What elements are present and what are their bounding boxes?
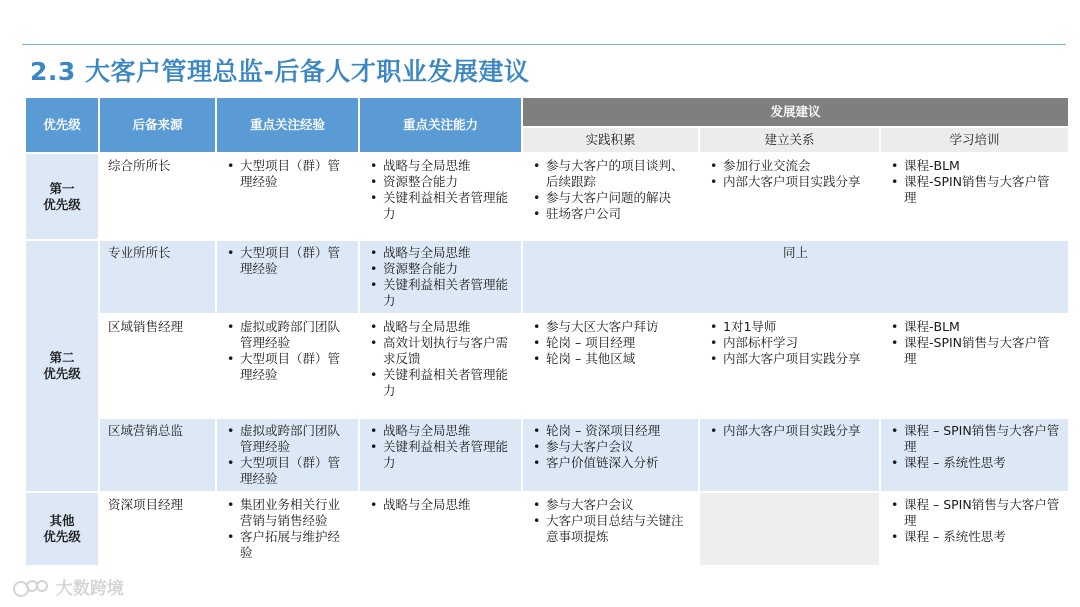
list-item: • 课程 – SPIN销售与大客户管理 xyxy=(904,497,1060,529)
bullet-list xyxy=(225,158,350,190)
priority-cell xyxy=(26,154,98,239)
header-practice: 实践积累 xyxy=(523,128,698,152)
header-relations: 建立关系 xyxy=(700,128,879,152)
list-item: • 高效计划执行与客户需求反馈 xyxy=(383,335,513,367)
list-item: • 1对1导师 xyxy=(723,319,871,335)
same-as-above-cell: 同上 xyxy=(523,241,1068,313)
header-ability: 重点关注能力 xyxy=(360,98,521,152)
list-item: • 课程 – 系统性思考 xyxy=(904,455,1060,471)
watermark xyxy=(12,574,124,600)
header-training: 学习培训 xyxy=(881,128,1068,152)
ability-cell xyxy=(360,493,521,565)
list-item: • 关键利益相关者管理能力 xyxy=(383,190,513,222)
priority-label: 第二 优先级 xyxy=(43,350,81,381)
bullet-list xyxy=(368,245,513,309)
bullet-list xyxy=(889,158,1060,206)
list-item: • 集团业务相关行业营销与销售经验 xyxy=(240,497,350,529)
table-row xyxy=(26,315,1068,417)
bullet-list xyxy=(708,319,871,367)
practice-cell xyxy=(523,493,698,565)
list-item: • 课程-BLM xyxy=(904,158,1060,174)
list-item: • 内部大客户项目实践分享 xyxy=(723,351,871,367)
priority-label: 其他 优先级 xyxy=(43,513,81,544)
relations-cell xyxy=(700,315,879,417)
list-item: • 战略与全局思维 xyxy=(383,497,513,513)
list-item: • 课程-SPIN销售与大客户管理 xyxy=(904,174,1060,206)
bullet-list xyxy=(225,319,350,383)
experience-cell xyxy=(217,419,358,491)
table-row xyxy=(26,493,1068,565)
list-item: • 内部标杆学习 xyxy=(723,335,871,351)
bullet-list xyxy=(889,423,1060,471)
bullet-list xyxy=(225,245,350,277)
relations-cell xyxy=(700,154,879,239)
list-item: • 资源整合能力 xyxy=(383,174,513,190)
list-item: • 课程-SPIN销售与大客户管理 xyxy=(904,335,1060,367)
list-item: • 参与大客户问题的解决 xyxy=(546,190,690,206)
list-item: • 轮岗 – 项目经理 xyxy=(546,335,690,351)
training-cell xyxy=(881,493,1068,565)
bullet-list xyxy=(368,158,513,222)
practice-cell xyxy=(523,315,698,417)
list-item: • 驻场客户公司 xyxy=(546,206,690,222)
list-item: • 大型项目（群）管理经验 xyxy=(240,158,350,190)
header-source: 后备来源 xyxy=(100,98,215,152)
header-development: 发展建议 xyxy=(523,98,1068,126)
bullet-list xyxy=(368,319,513,399)
bullet-list xyxy=(531,423,690,471)
list-item: • 课程 – 系统性思考 xyxy=(904,529,1060,545)
list-item: • 大型项目（群）管理经验 xyxy=(240,351,350,383)
list-item: • 战略与全局思维 xyxy=(383,423,513,439)
ability-cell xyxy=(360,241,521,313)
list-item: • 战略与全局思维 xyxy=(383,158,513,174)
table-row xyxy=(26,241,1068,313)
ability-cell xyxy=(360,315,521,417)
bullet-list xyxy=(889,319,1060,367)
bullet-list xyxy=(708,158,871,190)
experience-cell xyxy=(217,315,358,417)
list-item: • 内部大客户项目实践分享 xyxy=(723,423,871,439)
list-item: • 参与大客户的项目谈判、后续跟踪 xyxy=(546,158,690,190)
list-item: • 课程-BLM xyxy=(904,319,1060,335)
table-row xyxy=(26,419,1068,491)
relations-cell xyxy=(700,493,879,565)
list-item: • 客户价值链深入分析 xyxy=(546,455,690,471)
list-item: • 战略与全局思维 xyxy=(383,319,513,335)
list-item: • 参与大客户会议 xyxy=(546,439,690,455)
list-item: • 关键利益相关者管理能力 xyxy=(383,367,513,399)
bullet-list xyxy=(531,497,690,545)
bullet-list xyxy=(368,497,513,513)
bullet-list xyxy=(531,158,690,222)
bullet-list xyxy=(708,423,871,439)
training-cell xyxy=(881,315,1068,417)
list-item: • 虚拟或跨部门团队管理经验 xyxy=(240,319,350,351)
watermark-logo-icon xyxy=(12,578,50,600)
list-item: • 参加行业交流会 xyxy=(723,158,871,174)
list-item: • 虚拟或跨部门团队管理经验 xyxy=(240,423,350,455)
training-cell xyxy=(881,419,1068,491)
source-cell: 专业所所长 xyxy=(100,241,215,313)
watermark-text: 大数跨境 xyxy=(55,579,124,599)
ability-cell xyxy=(360,154,521,239)
source-cell: 区域销售经理 xyxy=(100,315,215,417)
list-item: • 课程 – SPIN销售与大客户管理 xyxy=(904,423,1060,455)
list-item: • 轮岗 – 其他区域 xyxy=(546,351,690,367)
practice-cell xyxy=(523,419,698,491)
relations-cell xyxy=(700,419,879,491)
priority-label: 第一 优先级 xyxy=(43,180,81,212)
bullet-list xyxy=(889,497,1060,545)
bullet-list xyxy=(225,423,350,487)
table-row xyxy=(26,154,1068,239)
source-cell: 区域营销总监 xyxy=(100,419,215,491)
page-title: 2.3 大客户管理总监-后备人才职业发展建议 xyxy=(30,57,530,86)
experience-cell xyxy=(217,493,358,565)
list-item: • 内部大客户项目实践分享 xyxy=(723,174,871,190)
ability-cell xyxy=(360,419,521,491)
list-item: • 参与大客户会议 xyxy=(546,497,690,513)
source-cell: 资深项目经理 xyxy=(100,493,215,565)
priority-cell xyxy=(26,493,98,565)
practice-cell xyxy=(523,154,698,239)
list-item: • 参与大区大客户拜访 xyxy=(546,319,690,335)
development-table xyxy=(24,96,1070,567)
list-item: • 大型项目（群）管理经验 xyxy=(240,455,350,487)
source-cell: 综合所所长 xyxy=(100,154,215,239)
list-item: • 资源整合能力 xyxy=(383,261,513,277)
bullet-list xyxy=(368,423,513,471)
header-experience: 重点关注经验 xyxy=(217,98,358,152)
bullet-list xyxy=(531,319,690,367)
top-divider-line xyxy=(22,44,1066,45)
experience-cell xyxy=(217,154,358,239)
experience-cell xyxy=(217,241,358,313)
list-item: • 战略与全局思维 xyxy=(383,245,513,261)
list-item: • 大型项目（群）管理经验 xyxy=(240,245,350,277)
priority-cell xyxy=(26,241,98,491)
list-item: • 关键利益相关者管理能力 xyxy=(383,439,513,471)
list-item: • 轮岗 – 资深项目经理 xyxy=(546,423,690,439)
header-priority: 优先级 xyxy=(26,98,98,152)
list-item: • 大客户项目总结与关键注意事项提炼 xyxy=(546,513,690,545)
training-cell xyxy=(881,154,1068,239)
list-item: • 客户拓展与维护经验 xyxy=(240,529,350,561)
list-item: • 关键利益相关者管理能力 xyxy=(383,277,513,309)
bullet-list xyxy=(225,497,350,561)
